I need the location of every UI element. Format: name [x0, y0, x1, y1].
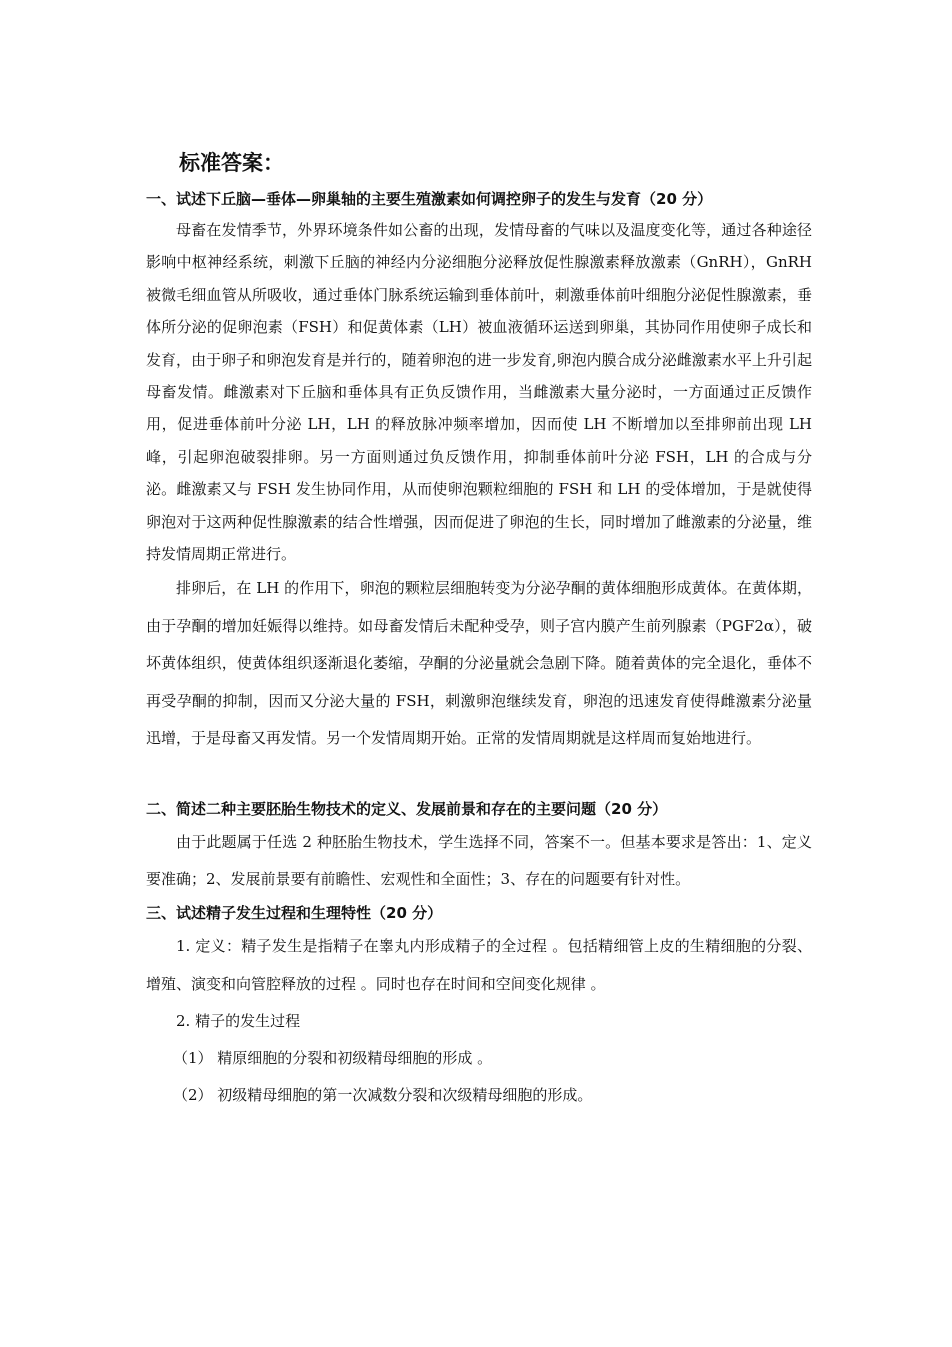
- section3-item-2: （2） 初级精母细胞的第一次减数分裂和次级精母细胞的形成。: [173, 1086, 593, 1105]
- section1-paragraph-2: 排卵后，在 LH 的作用下，卵泡的颗粒层细胞转变为分泌孕酮的黄体细胞形成黄体。在黄体期，由于孕酮的增加妊娠得以维持。如母畜发情后未配种受孕，则子宫内膜产生前列腺素（PGF2α），破坏黄体组织，使黄体组织逐渐退化萎缩，孕酮的分泌量就会急剧下降。随着黄体的完全退化，垂体不再受孕酮的抑制，因而又分泌大量的 FSH，刺激卵泡继续发育，卵泡的迅速发育使得雌激素分泌量迅增，于是母畜又再发情。另一个发情周期开始。正常的发情周期就是这样周而复始地进行。: [146, 579, 812, 748]
- section1-heading: 一、试述下丘脑—垂体—卵巢轴的主要生殖激素如何调控卵子的发生与发育（20 分）: [146, 190, 713, 208]
- section3-line-2: 2. 精子的发生过程: [176, 1012, 301, 1031]
- section3-item-1: （1） 精原细胞的分裂和初级精母细胞的形成 。: [173, 1049, 493, 1068]
- answer-title: 标准答案：: [179, 151, 284, 175]
- section1-paragraph-1: 母畜在发情季节，外界环境条件如公畜的出现，发情母畜的气味以及温度变化等，通过各种途径影响中枢神经系统，刺激下丘脑的神经内分泌细胞分泌释放促性腺激素释放激素（GnRH），GnRH 被微毛细血管从所吸收，通过垂体门脉系统运输到垂体前叶，刺激垂体前叶细胞分泌促性腺激素，垂体所分泌的促卵泡素（FSH）和促黄体素（LH）被血液循环运送到卵巢，其协同作用使卵子成长和发育，由于卵子和卵泡发育是并行的，随着卵泡的进一步发育,卵泡内膜合成分泌雌激素水平上升引起母畜发情。雌激素对下丘脑和垂体具有正负反馈作用，当雌激素大量分泌时，一方面通过正反馈作用，促进垂体前叶分泌 LH，LH 的释放脉冲频率增加，因而使 LH 不断增加以至排卵前出现 LH 峰，引起卵泡破裂排卵。另一方面则通过负反馈作用，抑制垂体前叶分泌 FSH，LH 的合成与分泌。雌激素又与 FSH 发生协同作用，从而使卵泡颗粒细胞的 FSH 和 LH 的受体增加，于是就使得卵泡对于这两种促性腺激素的结合性增强，因而促进了卵泡的生长，同时增加了雌激素的分泌量，维持发情周期正常进行。: [146, 221, 812, 564]
- section2-heading: 二、简述二种主要胚胎生物技术的定义、发展前景和存在的主要问题（20 分）: [146, 799, 668, 818]
- section2-paragraph-1: 由于此题属于任选 2 种胚胎生物技术，学生选择不同，答案不一。但基本要求是答出：1、定义要准确；2、发展前景要有前瞻性、宏观性和全面性；3、存在的问题要有针对性。: [146, 832, 812, 888]
- section3-paragraph-1: 1. 定义：精子发生是指精子在睾丸内形成精子的全过程 。包括精细管上皮的生精细胞的分裂、增殖、演变和向管腔释放的过程 。同时也存在时间和空间变化规律 。: [146, 937, 812, 993]
- section3-heading: 三、试述精子发生过程和生理特性（20 分）: [146, 904, 443, 923]
- section-gap: [146, 758, 812, 794]
